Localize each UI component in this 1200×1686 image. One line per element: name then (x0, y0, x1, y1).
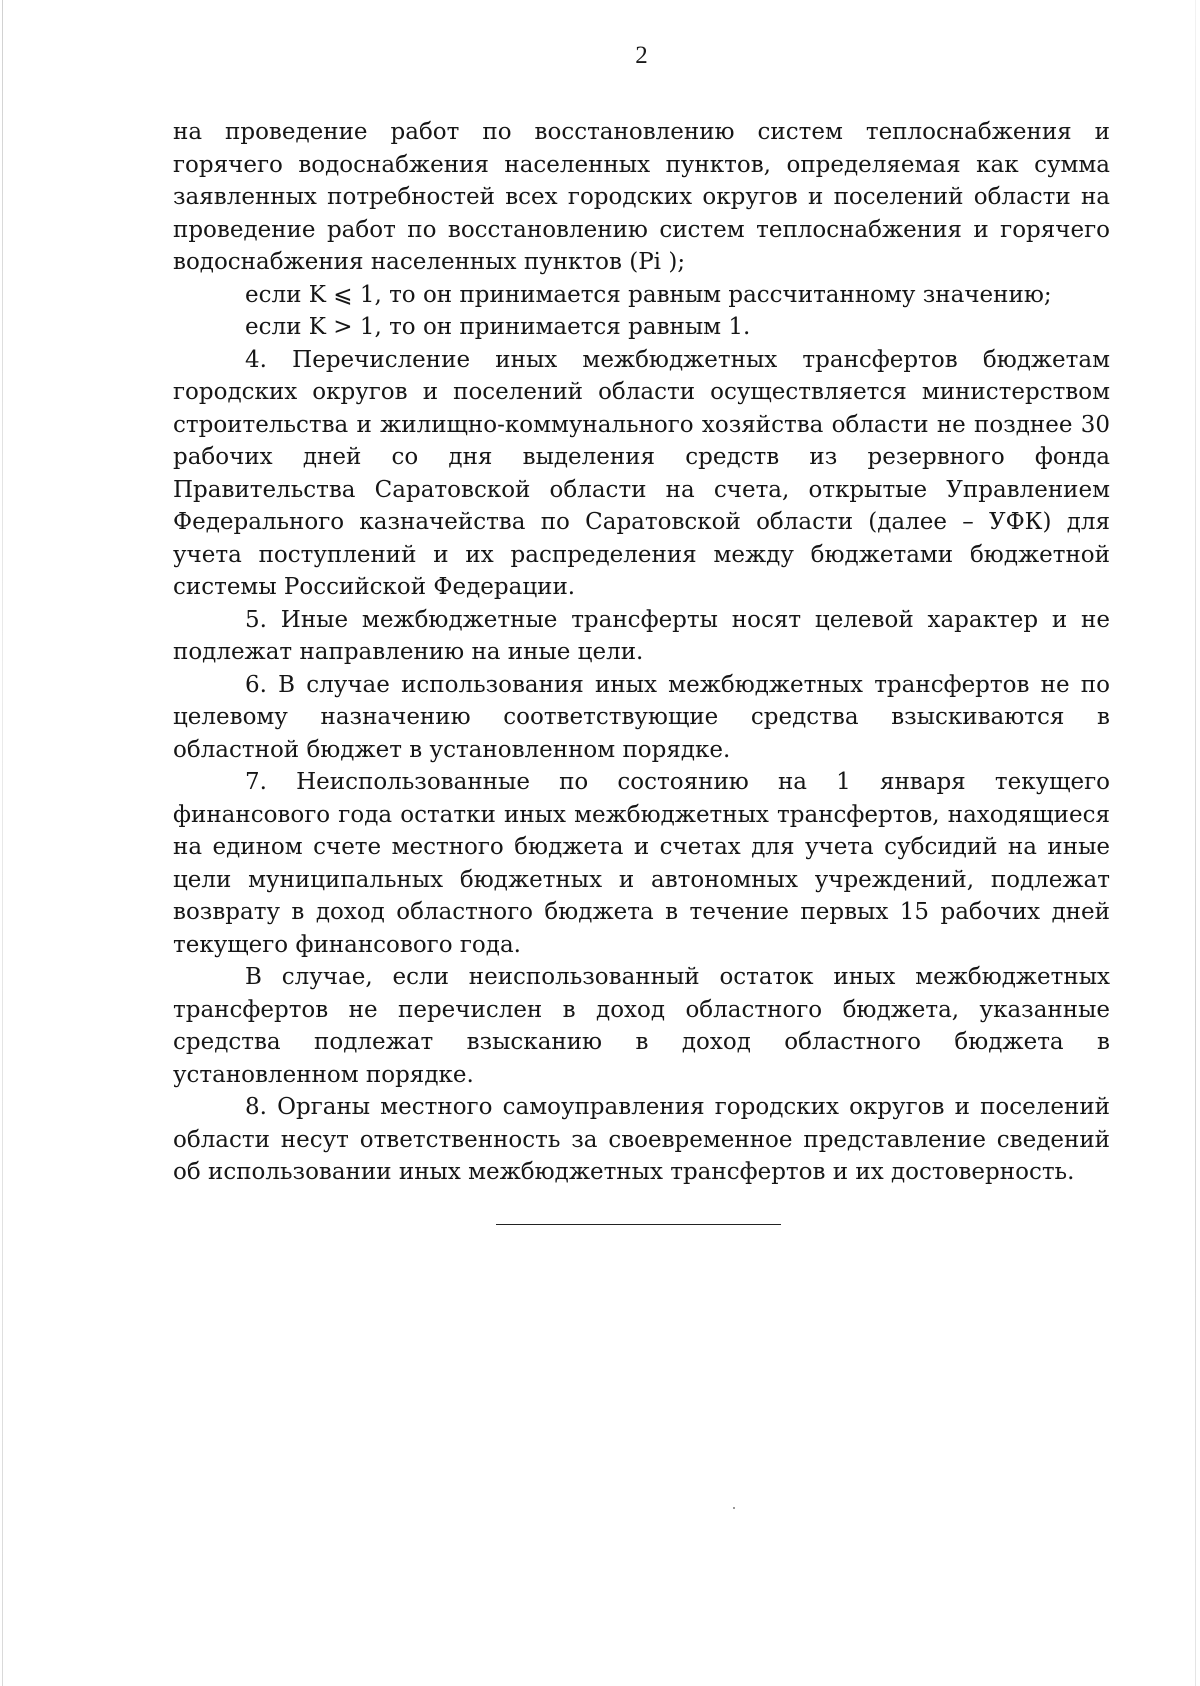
paragraph-item-5: 5. Иные межбюджетные трансферты носят целевой характер и не подлежат направлению на иные цели. (173, 606, 1110, 665)
scan-edge-left (2, 0, 3, 1686)
scan-edge-right (1195, 0, 1196, 1686)
paragraph-item-7: 7. Неиспользованные по состоянию на 1 января текущего финансового года остатки иных межбюджетных трансфертов, находящиеся на едином счете местного бюджета и счетах для учета субсидий на иные цели муниципальных бюджетных и автономных учреждений, подлежат возврату в доход областного бюджета в течение первых 15 рабочих дней текущего финансового года. (173, 769, 1110, 958)
paragraph-item-6: 6. В случае использования иных межбюджетных трансфертов не по целевому назначению соответствующие средства взыскиваются в областной бюджет в установленном порядке. (173, 671, 1110, 763)
page-number: 2 (635, 42, 648, 69)
paragraph-k-gt-1: если K > 1, то он принимается равным 1. (245, 314, 751, 340)
paragraph-item-8: 8. Органы местного самоуправления городских округов и поселений области несут ответственность за своевременное представление сведений об использовании иных межбюджетных трансфертов и их достоверность. (173, 1094, 1110, 1185)
document-body (173, 116, 1110, 1189)
scan-speck (733, 1507, 735, 1509)
paragraph-continuation: на проведение работ по восстановлению систем теплоснабжения и горячего водоснабжения населенных пунктов, определяемая как сумма заявленных потребностей всех городских округов и поселений области на проведение работ по восстановлению систем теплоснабжения и горячего водоснабжения населенных пунктов (Pi ); (173, 119, 1110, 275)
closing-separator-line (496, 1224, 781, 1225)
paragraph-k-le-1: если K ⩽ 1, то он принимается равным рассчитанному значению; (245, 281, 1052, 308)
paragraph-item-7-cont: В случае, если неиспользованный остаток иных межбюджетных трансфертов не перечислен в доход областного бюджета, указанные средства подлежат взысканию в доход областного бюджета в установленном порядке. (173, 964, 1110, 1088)
paragraph-item-4: 4. Перечисление иных межбюджетных трансфертов бюджетам городских округов и поселений области осуществляется министерством строительства и жилищно-коммунального хозяйства области не позднее 30 рабочих дней со дня выделения средств из резервного фонда Правительства Саратовской области на счета, открытые Управлением Федерального казначейства по Саратовской области (далее – УФК) для учета поступлений и их распределения между бюджетами бюджетной системы Российской Федерации. (173, 346, 1110, 600)
